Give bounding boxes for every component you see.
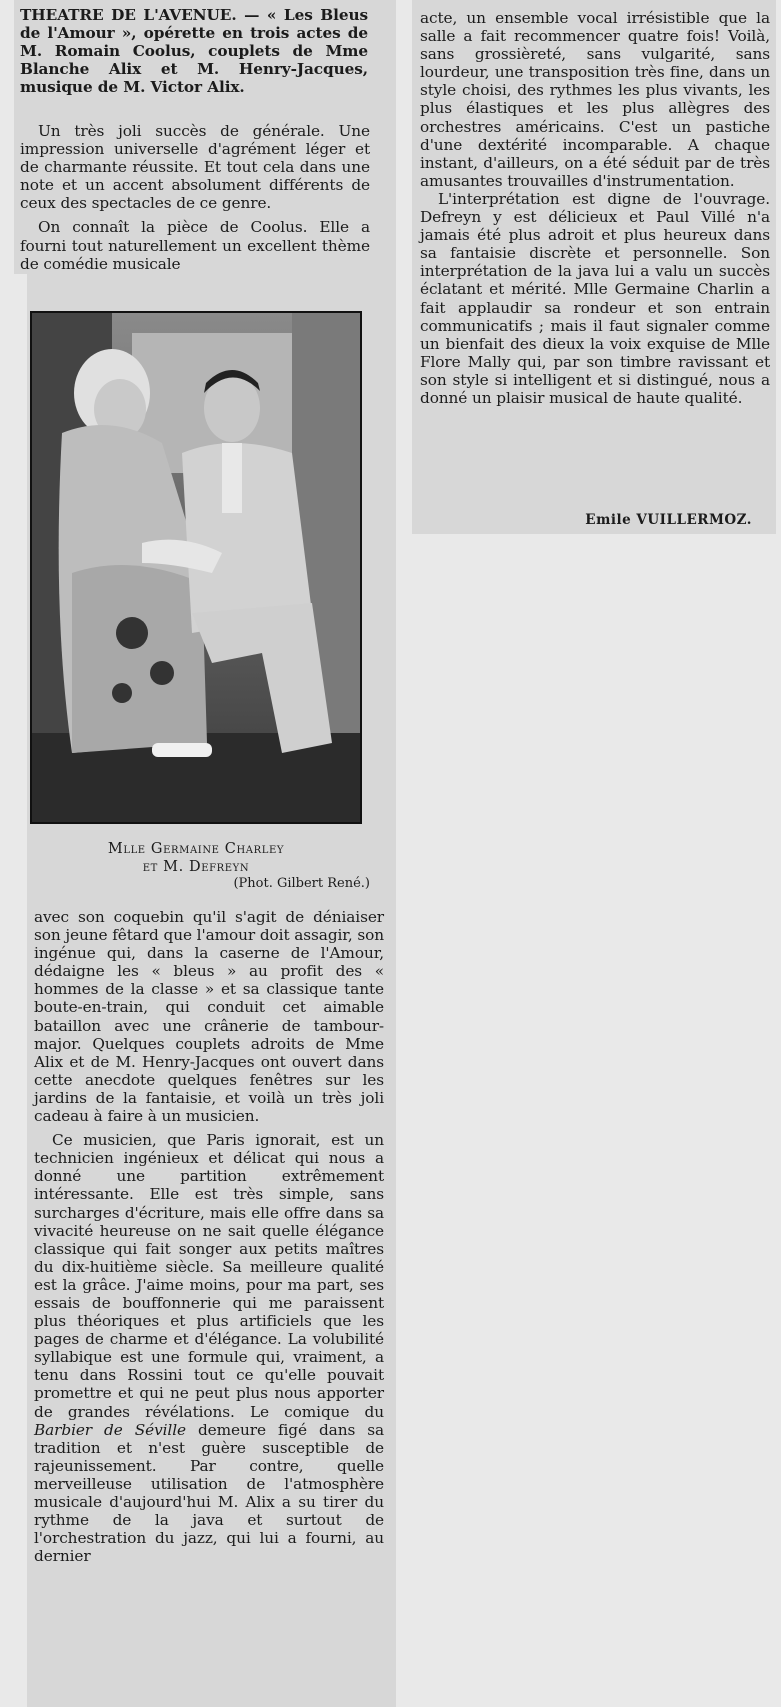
photo-credit: (Phot. Gilbert René.) xyxy=(233,876,370,891)
article-photo xyxy=(30,311,362,824)
paragraph: L'interprétation est digne de l'ouvrage. Defreyn y est délicieux et Paul Villé n'a jamais été plus adroit et plus heureux dans sa fantaisie discrète et personnelle. Son interprétation de la java lui a valu un succès éclatant et mérité. Mlle Germaine Charlin a fait applaudir sa rondeur et son entrain communicatifs ; mais il faut signaler comme un bienfait des dieux la voix exquise de Mlle Flore Mally qui, par son timbre ravissant et son style si intelligent et si distingué, nous a donné un plaisir musical de haute qualité. xyxy=(420,189,770,407)
paragraph: Un très joli succès de générale. Une impression universelle d'agrément léger et de charmante réussite. Et tout cela dans une note et un accent absolument différents de ceux des spectacles de ce genre. xyxy=(20,122,370,213)
heading-subtitle: — « Les Bleus de l'Amour », opérette en trois actes de M. Romain Coolus, couplets de Mme Blanche Alix et M. Henry-Jacques, musique de M. Victor Alix. xyxy=(20,6,368,97)
opera-title: Barbier de Séville xyxy=(34,1420,186,1439)
photo-caption xyxy=(30,840,362,876)
paragraph xyxy=(34,1131,384,1565)
caption-line: Mlle Germaine Charley xyxy=(107,841,285,857)
author-signature: Emile VUILLERMOZ. xyxy=(585,512,752,528)
paragraph: avec son coquebin qu'il s'agit de déniaiser son jeune fêtard que l'amour doit assagir, son ingénue qui, dans la caserne de l'Amour, dédaigne les « bleus » au profit des « hommes de la classe » et sa classique tante boute-en-train, qui conduit cet aimable bataillon avec une crânerie de tambour-major. Quelques couplets adroits de Mme Alix et de M. Henry-Jacques ont ouvert dans cette anecdote quelques fenêtres sur les jardins de la fantaisie, et voilà un très joli cadeau à faire à un musicien. xyxy=(34,908,384,1126)
theatre-name: THEATRE DE L'AVENUE. xyxy=(20,6,237,24)
caption-line: et M. Defreyn xyxy=(142,859,250,875)
paragraph-text: demeure figé dans sa tradition et n'est guère susceptible de rajeunissement. Par contre, quelle merveilleuse utilisation de l'atmosphère musicale d'aujourd'hui M. Alix a su tirer du rythme de la java et surtout de l'orchestration du jazz, qui lui a fourni, au dernier xyxy=(34,1420,384,1566)
lead-paragraphs xyxy=(20,122,370,273)
paragraph: acte, un ensemble vocal irrésistible que la salle a fait recommencer quatre fois! Voilà, sans grossièreté, sans vulgarité, sans lourdeur, une transposition très fine, dans un style choisi, des rythmes les plus vivants, les plus élastiques et les plus allègres des orchestres américains. C'est un pastiche d'une dextérité incomparable. A chaque instant, d'ailleurs, on a été séduit par de très amusantes trouvailles d'instrumentation. xyxy=(420,9,770,190)
right-column-body xyxy=(420,9,770,407)
paragraph-text: Ce musicien, que Paris ignorait, est un technicien ingénieux et délicat qui nous a donné une partition extrêmement intéressante. Elle est très simple, sans surcharges d'écriture, mais elle offre dans sa vivacité heureuse on ne sait quelle élégance classique qui fait songer aux petits maîtres du dix-huitième siècle. Sa meilleure qualité est la grâce. J'aime moins, pour ma part, ses essais de bouffonnerie qui me paraissent plus théoriques et plus artificiels que les pages de charme et d'élégance. La volubilité syllabique est une formule qui, vraiment, a tenu dans Rossini tout ce qu'elle pouvait promettre et qui ne peut plus nous apporter de grandes révélations. Le comique du xyxy=(34,1131,384,1421)
left-column-body xyxy=(34,908,384,1565)
article-heading xyxy=(20,6,368,96)
photo-illustration xyxy=(32,313,360,822)
paragraph: On connaît la pièce de Coolus. Elle a fourni tout naturellement un excellent thème de comédie musicale xyxy=(20,218,370,273)
